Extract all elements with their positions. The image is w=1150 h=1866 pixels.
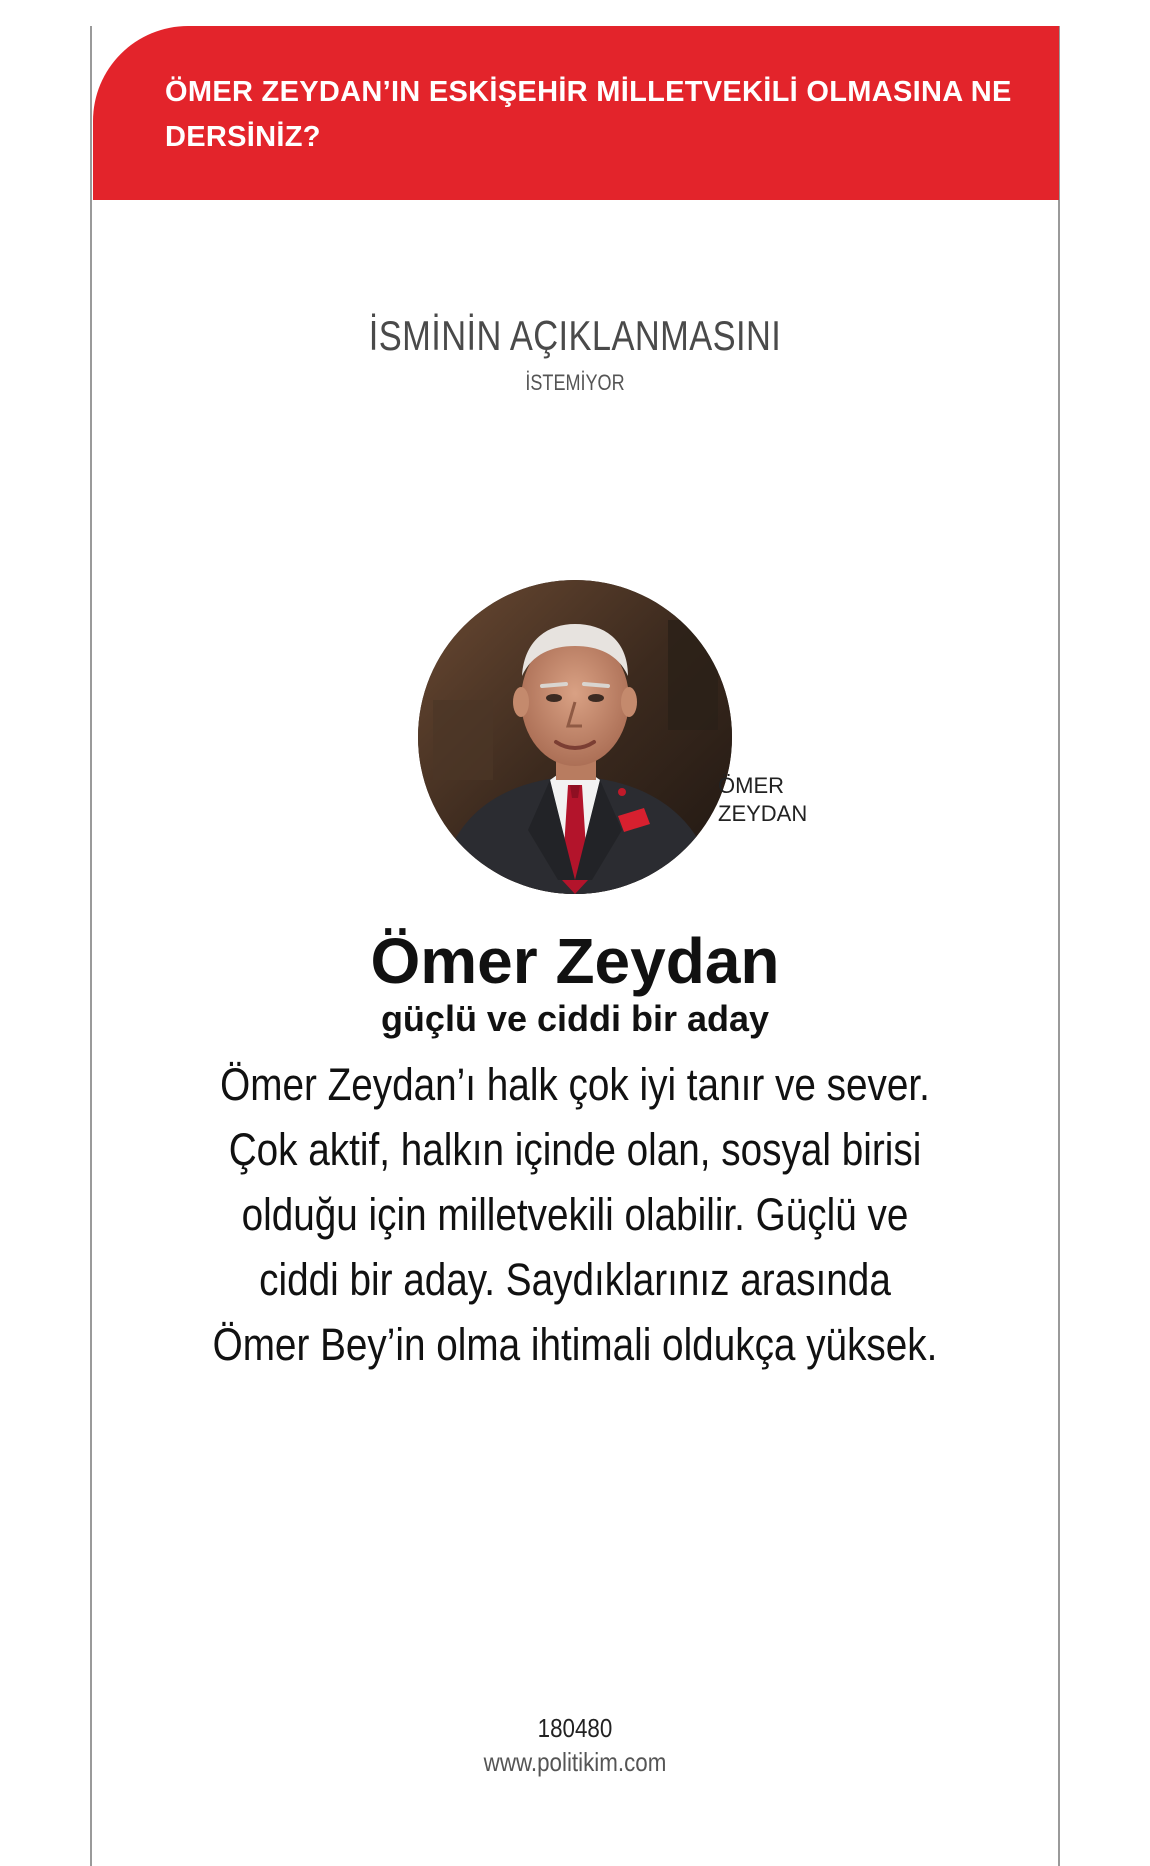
portrait-photo bbox=[418, 580, 732, 894]
footer-id: 180480 bbox=[537, 1713, 613, 1743]
question-title: ÖMER ZEYDAN’IN ESKİŞEHİR MİLLETVEKİLİ OLMASINA NE DERSİNİZ? bbox=[165, 76, 1012, 153]
portrait-illustration bbox=[418, 580, 732, 894]
quote-subject-name: Ömer Zeydan bbox=[370, 925, 780, 997]
quote-body: Ömer Zeydan’ı halk çok iyi tanır ve sever. Çok aktif, halkın içinde olan, sosyal birisi olduğu için milletvekili olabilir. Güçlü ve ciddi bir aday. Saydıklarınız arasında Ömer Bey’in olma ihtimali oldukça yüksek. bbox=[212, 1059, 938, 1370]
footer-site: www.politikim.com bbox=[483, 1747, 667, 1777]
question-header bbox=[93, 26, 1059, 200]
photo-caption bbox=[718, 772, 807, 828]
quote-headline: güçlü ve ciddi bir aday bbox=[380, 998, 770, 1039]
photo-caption-last: ZEYDAN bbox=[718, 801, 808, 826]
photo-caption-first: ÖMER bbox=[718, 773, 784, 798]
respondent-note: İSTEMİYOR bbox=[525, 370, 625, 395]
respondent-name: İSMİNİN AÇIKLANMASINI bbox=[368, 312, 782, 359]
